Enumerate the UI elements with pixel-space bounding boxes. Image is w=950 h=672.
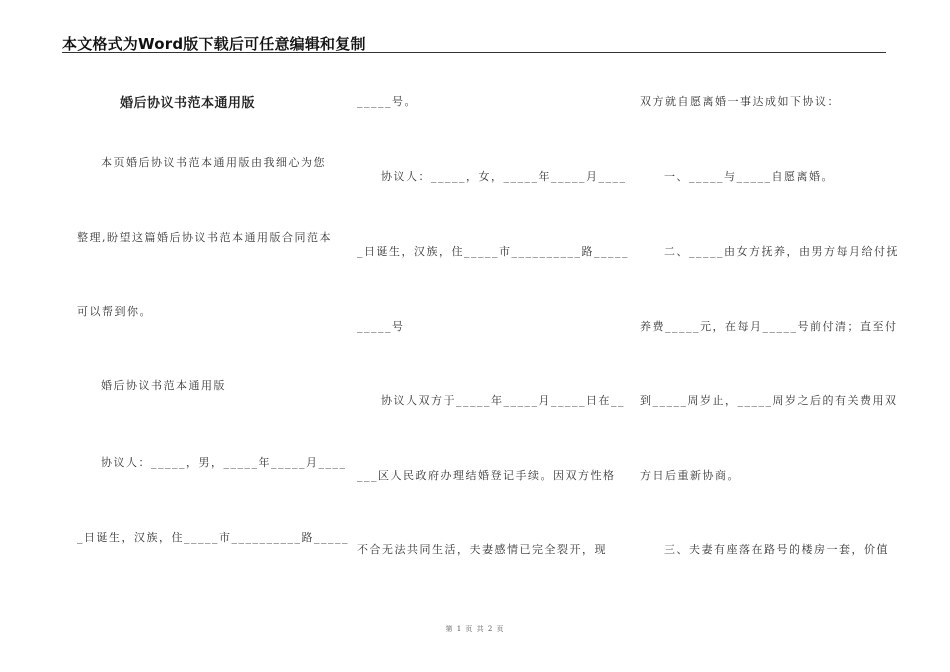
paragraph-line: 不合无法共同生活，夫妻感情已完全裂开，现	[357, 543, 607, 556]
paragraph-line: _____号	[357, 320, 405, 333]
paragraph-line: 协议人双方于_____年_____月_____日在__	[381, 394, 625, 407]
paragraph-line: 二、_____由女方抚养，由男方每月给付抚	[664, 245, 899, 258]
paragraph-line: 整理,盼望这篇婚后协议书范本通用版合同范本	[77, 231, 332, 244]
paragraph-line: 到_____周岁止，_____周岁之后的有关费用双	[640, 394, 898, 407]
header-divider	[62, 52, 886, 53]
paragraph-line: 养费_____元，在每月_____号前付清；直至付	[640, 320, 898, 333]
paragraph-line: _____号。	[357, 95, 417, 108]
paragraph-line: 一、_____与_____自愿离婚。	[664, 170, 834, 183]
paragraph-line: _日诞生，汉族，住_____市__________路_____	[77, 531, 349, 544]
section-heading: 婚后协议书范本通用版	[101, 379, 226, 392]
paragraph-line: 方日后重新协商。	[640, 469, 740, 482]
paragraph-line: 协议人：_____，男，_____年_____月____	[101, 456, 347, 469]
paragraph-line: 可以帮到你。	[77, 305, 152, 318]
paragraph-line: 双方就自愿离婚一事达成如下协议：	[640, 95, 840, 108]
document-title: 婚后协议书范本通用版	[120, 96, 256, 111]
page-number-indicator: 第 1 页 共 2 页	[445, 625, 505, 633]
paragraph-line: 协议人：_____，女，_____年_____月____	[381, 170, 627, 183]
paragraph-line: 本页婚后协议书范本通用版由我细心为您	[101, 156, 326, 169]
paragraph-line: _日诞生，汉族，住_____市__________路_____	[357, 245, 629, 258]
paragraph-line: ___区人民政府办理结婚登记手续。因双方性格	[357, 469, 616, 482]
document-header-banner: 本文格式为Word版下载后可任意编辑和复制	[62, 35, 366, 53]
paragraph-line: 三、夫妻有座落在路号的楼房一套，价值	[664, 543, 889, 556]
